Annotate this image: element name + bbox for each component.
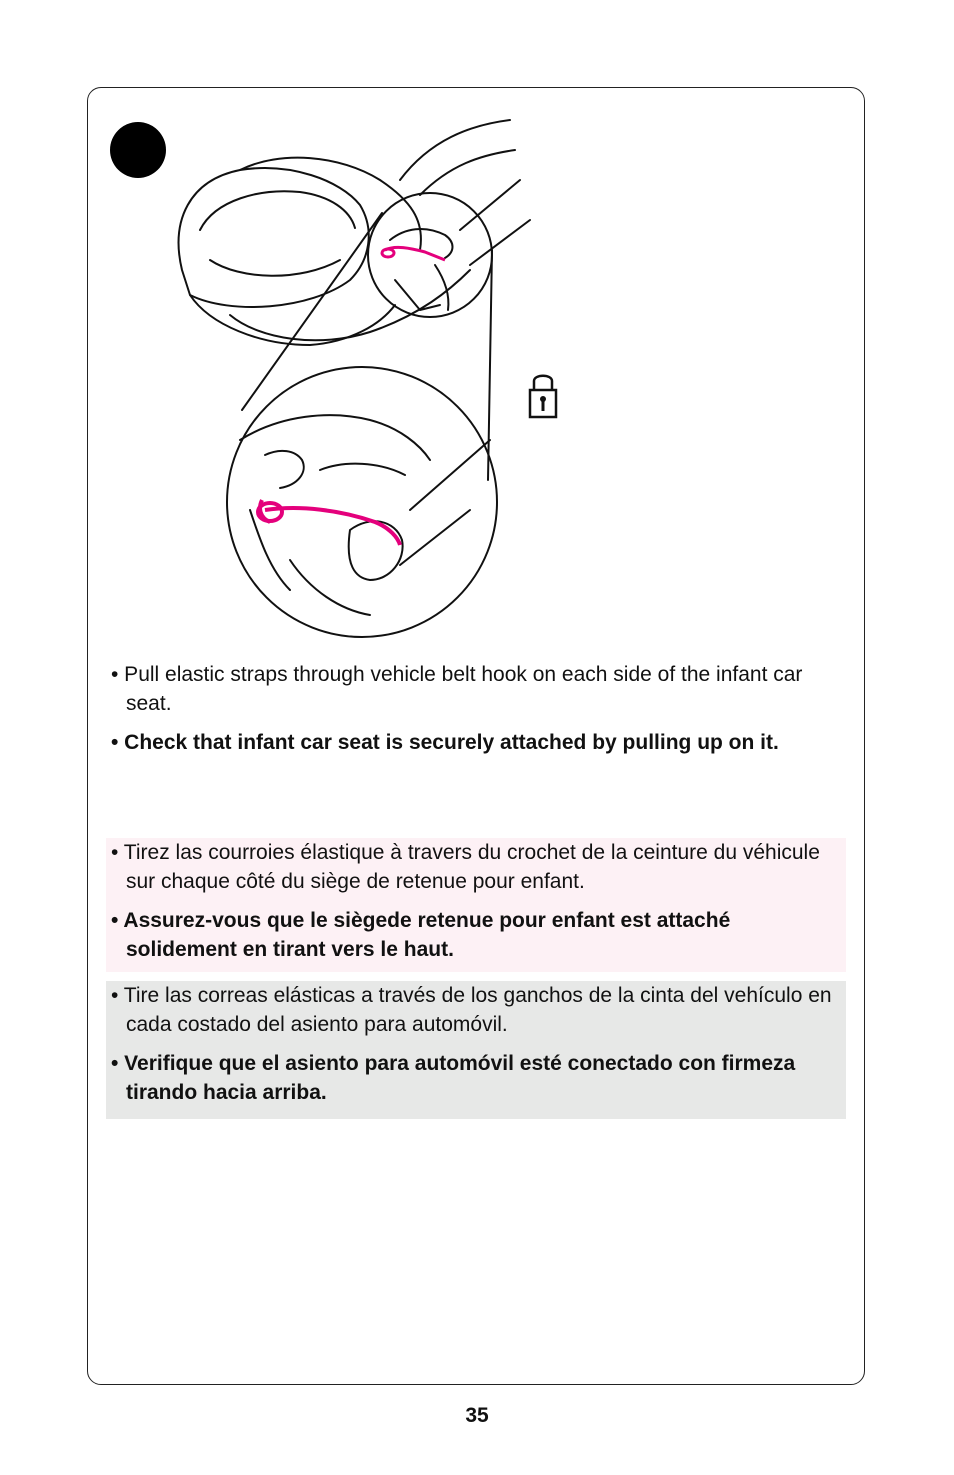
english-bullet-2: • Check that infant car seat is securely attached by pulling up on it. bbox=[111, 731, 779, 754]
page-number: 35 bbox=[465, 1404, 489, 1427]
step-dot-icon bbox=[110, 122, 166, 178]
french-bullet-1: • Tirez las courroies élastique à travers du crochet de la ceinture du véhicule sur chaque côté du siège de retenue pour enfant. bbox=[111, 841, 820, 893]
spanish-bullet-1: • Tire las correas elásticas a través de los ganchos de la cinta del vehículo en cada costado del asiento para automóvil. bbox=[111, 984, 832, 1036]
lock-icon bbox=[528, 368, 558, 420]
car-seat-illustration bbox=[170, 110, 540, 640]
french-instructions bbox=[106, 838, 846, 972]
english-bullet-1: • Pull elastic straps through vehicle belt hook on each side of the infant car seat. bbox=[111, 663, 803, 715]
french-bullet-2: • Assurez-vous que le siègede retenue pour enfant est attaché solidement en tirant vers le haut. bbox=[111, 909, 731, 961]
spanish-instructions bbox=[106, 981, 846, 1119]
spanish-bullet-2: • Verifique que el asiento para automóvil esté conectado con firmeza tirando hacia arriba. bbox=[111, 1052, 796, 1104]
english-instructions bbox=[106, 660, 846, 757]
